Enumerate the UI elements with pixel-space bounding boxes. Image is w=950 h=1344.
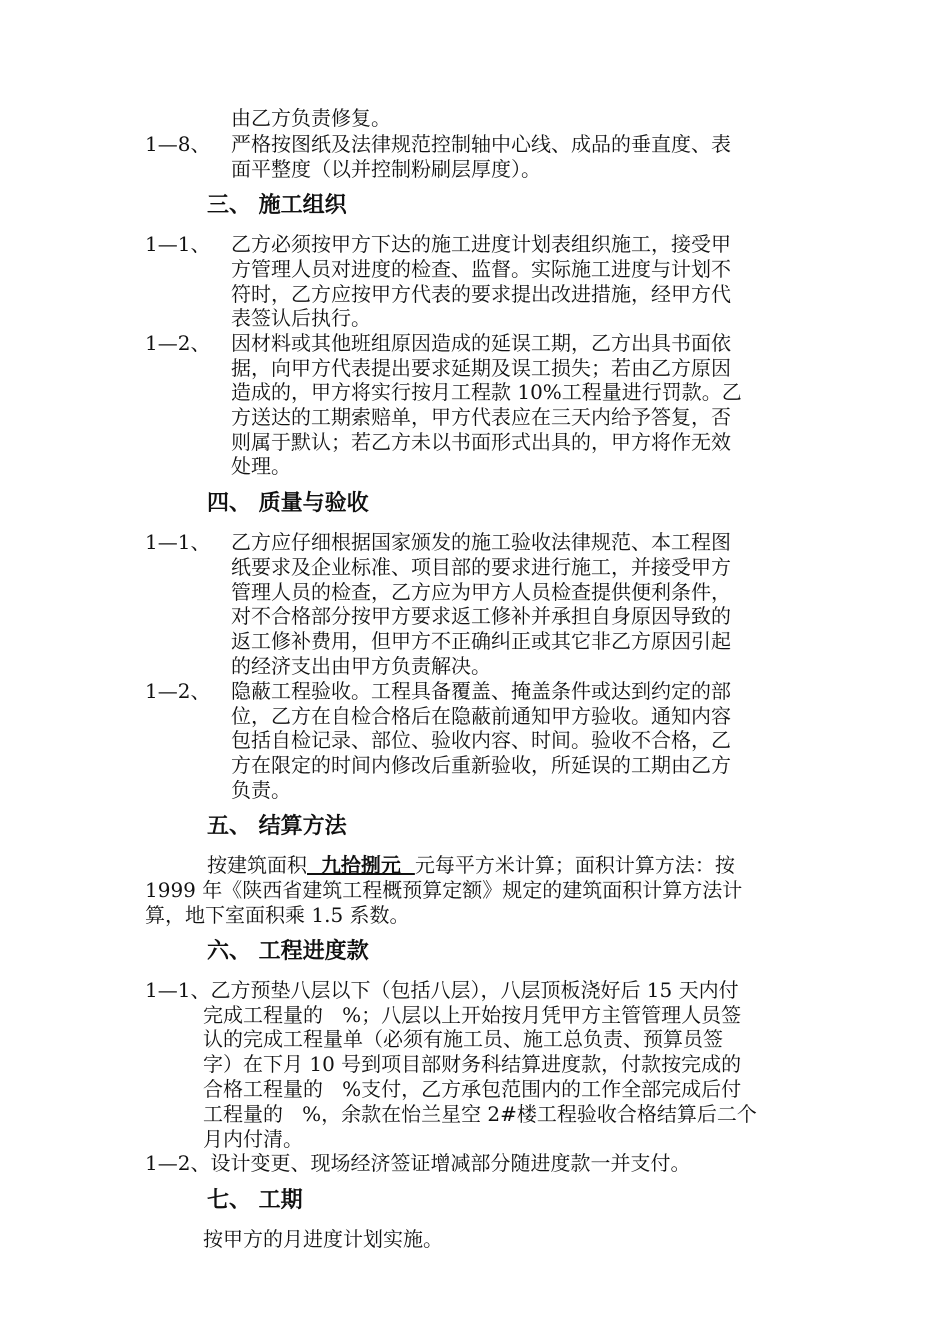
paragraph-line: 纸要求及企业标准、项目部的要求进行施工，并接受甲方 bbox=[231, 555, 731, 579]
clause-number: 1—1、 bbox=[145, 530, 211, 554]
section-heading: 六、 工程进度款 bbox=[207, 939, 369, 964]
paragraph-line: 造成的，甲方将实行按月工程款 10%工程量进行罚款。乙 bbox=[231, 380, 742, 404]
clause-number: 1—2、 bbox=[145, 331, 211, 355]
paragraph-line: 隐蔽工程验收。工程具备覆盖、掩盖条件或达到约定的部 bbox=[231, 679, 731, 703]
paragraph-line: 因材料或其他班组原因造成的延误工期，乙方出具书面依 bbox=[231, 331, 731, 355]
section-heading: 四、 质量与验收 bbox=[207, 491, 369, 516]
paragraph-line: 由乙方负责修复。 bbox=[231, 106, 391, 130]
paragraph-line: 返工修补费用，但甲方不正确纠正或其它非乙方原因引起 bbox=[231, 629, 731, 653]
paragraph-line: 字）在下月 10 号到项目部财务科结算进度款，付款按完成的 bbox=[203, 1052, 742, 1076]
paragraph-line: 则属于默认；若乙方未以书面形式出具的，甲方将作无效 bbox=[231, 430, 731, 454]
paragraph-line: 严格按图纸及法律规范控制轴中心线、成品的垂直度、表 bbox=[231, 132, 731, 156]
paragraph-line: 1999 年《陕西省建筑工程概预算定额》规定的建筑面积计算方法计 bbox=[145, 878, 743, 902]
paragraph-line: 符时，乙方应按甲方代表的要求提出改进措施，经甲方代 bbox=[231, 282, 731, 306]
paragraph-line: 处理。 bbox=[231, 454, 291, 478]
section-heading: 五、 结算方法 bbox=[207, 814, 347, 839]
paragraph-line: 按甲方的月进度计划实施。 bbox=[203, 1227, 443, 1251]
paragraph-line: 工程量的 %，余款在怡兰星空 2#楼工程验收合格结算后二个 bbox=[203, 1102, 757, 1126]
paragraph-line: 方管理人员对进度的检查、监督。实际施工进度与计划不 bbox=[231, 257, 731, 281]
paragraph-line: 表签认后执行。 bbox=[231, 306, 371, 330]
text-run: 元每平方米计算；面积计算方法：按 bbox=[414, 853, 735, 877]
paragraph-line: 1—1、乙方预垫八层以下（包括八层），八层顶板浇好后 15 天内付 bbox=[145, 978, 739, 1002]
section-heading: 七、 工期 bbox=[207, 1188, 303, 1213]
paragraph-line: 认的完成工程量单（必须有施工员、施工总负责、预算员签 bbox=[203, 1027, 723, 1051]
clause-number: 1—8、 bbox=[145, 132, 211, 156]
paragraph-line: 负责。 bbox=[231, 778, 291, 802]
paragraph-line bbox=[207, 853, 735, 877]
paragraph-line: 据，向甲方代表提出要求延期及误工损失；若由乙方原因 bbox=[231, 356, 731, 380]
paragraph-line: 对不合格部分按甲方要求返工修补并承担自身原因导致的 bbox=[231, 604, 731, 628]
paragraph-line: 合格工程量的 %支付，乙方承包范围内的工作全部完成后付 bbox=[203, 1077, 742, 1101]
section-heading: 三、 施工组织 bbox=[207, 193, 347, 218]
paragraph-line: 乙方必须按甲方下达的施工进度计划表组织施工，接受甲 bbox=[231, 232, 731, 256]
paragraph-line: 完成工程量的 %；八层以上开始按月凭甲方主管管理人员签 bbox=[203, 1003, 742, 1027]
paragraph-line: 方送达的工期索赔单，甲方代表应在三天内给予答复，否 bbox=[231, 405, 731, 429]
price-blank: 九拾捌元 bbox=[307, 853, 415, 877]
paragraph-line: 的经济支出由甲方负责解决。 bbox=[231, 654, 491, 678]
clause-number: 1—2、 bbox=[145, 679, 211, 703]
paragraph-line: 包括自检记录、部位、验收内容、时间。验收不合格，乙 bbox=[231, 728, 731, 752]
clause-number: 1—1、 bbox=[145, 232, 211, 256]
paragraph-line: 算，地下室面积乘 1.5 系数。 bbox=[145, 903, 410, 927]
paragraph-line: 位，乙方在自检合格后在隐蔽前通知甲方验收。通知内容 bbox=[231, 704, 731, 728]
paragraph-line: 1—2、设计变更、现场经济签证增减部分随进度款一并支付。 bbox=[145, 1151, 691, 1175]
paragraph-line: 面平整度（以并控制粉刷层厚度）。 bbox=[231, 157, 541, 181]
paragraph-line: 乙方应仔细根据国家颁发的施工验收法律规范、本工程图 bbox=[231, 530, 731, 554]
text-run: 按建筑面积 bbox=[207, 853, 307, 877]
paragraph-line: 方在限定的时间内修改后重新验收，所延误的工期由乙方 bbox=[231, 753, 731, 777]
paragraph-line: 月内付清。 bbox=[203, 1127, 303, 1151]
paragraph-line: 管理人员的检查，乙方应为甲方人员检查提供便利条件， bbox=[231, 580, 731, 604]
